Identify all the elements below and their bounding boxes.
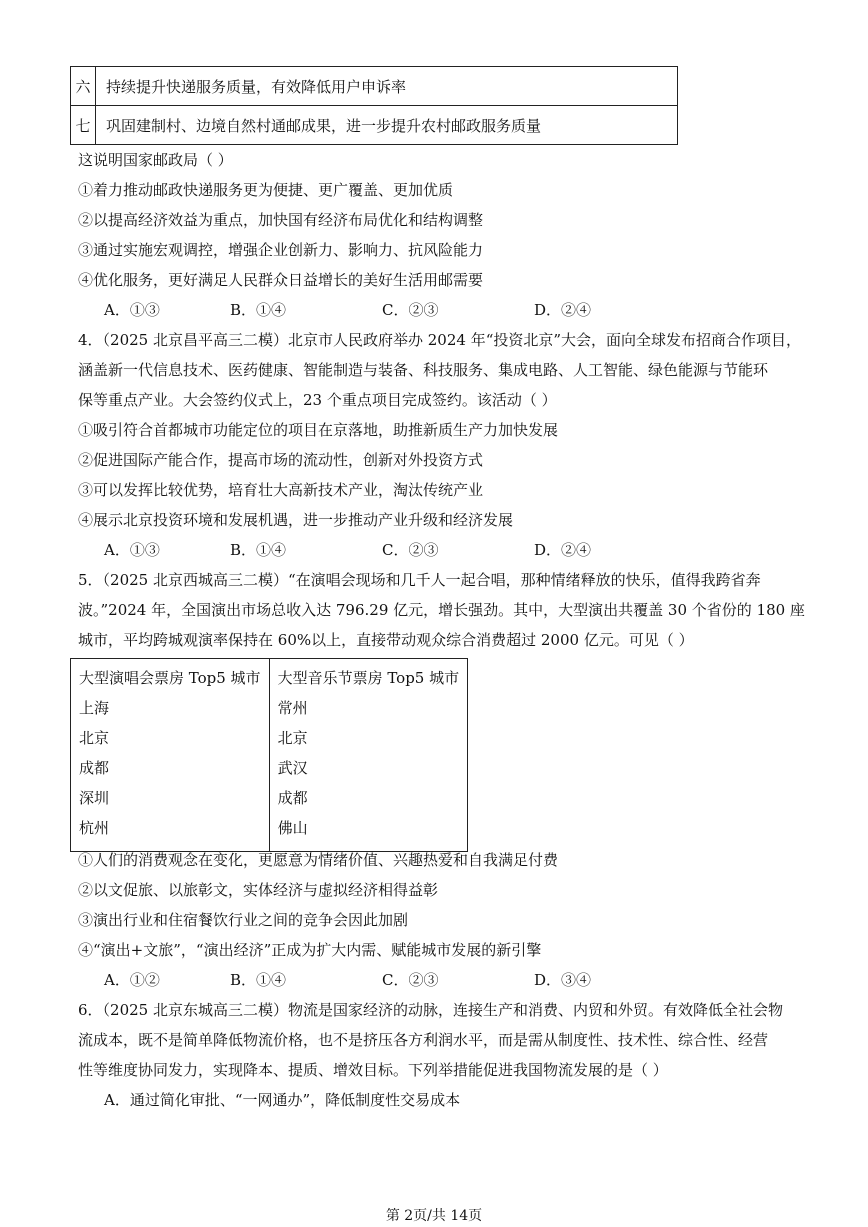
q3-option-4: ④优化服务，更好满足人民群众日益增长的美好生活用邮需要 (78, 271, 484, 289)
q6-stem-line-3: 性等维度协同发力，实现降本、提质、增效目标。下列举措能促进我国物流发展的是（ ） (78, 1061, 668, 1079)
row-text: 巩固建制村、边境自然村通邮成果，进一步提升农村邮政服务质量 (96, 106, 678, 145)
q4-stem-line-2: 涵盖新一代信息技术、医药健康、智能制造与装备、科技服务、集成电路、人工智能、绿色能源与节能环 (78, 361, 769, 379)
policy-table (70, 66, 678, 145)
q5-choice-d[interactable]: D．③④ (534, 971, 592, 989)
city-box-office-table (70, 658, 468, 852)
q5-choice-c[interactable]: C．②③ (382, 971, 439, 989)
q4-option-3: ③可以发挥比较优势，培育壮大高新技术产业，淘汰传统产业 (78, 481, 484, 499)
q3-choice-c[interactable]: C．②③ (382, 301, 439, 319)
festival-city: 成都 (277, 789, 308, 807)
concert-column (71, 659, 270, 852)
q5-option-3: ③演出行业和住宿餐饮行业之间的竞争会因此加剧 (78, 911, 409, 929)
row-number: 六 (71, 67, 96, 106)
q3-stem: 这说明国家邮政局（ ） (78, 151, 233, 169)
q6-stem-line-1: 6．（2025 北京东城高三二模）物流是国家经济的动脉，连接生产和消费、内贸和外贸。有效降低全社会物 (78, 1001, 783, 1019)
q4-choice-b[interactable]: B．①④ (230, 541, 287, 559)
q5-choice-a[interactable]: A．①② (104, 971, 160, 989)
festival-city: 武汉 (277, 759, 308, 777)
table-row (71, 67, 678, 106)
q3-choice-d[interactable]: D．②④ (534, 301, 592, 319)
q3-choice-b[interactable]: B．①④ (230, 301, 287, 319)
q4-option-2: ②促进国际产能合作，提高市场的流动性，创新对外投资方式 (78, 451, 484, 469)
festival-city: 常州 (277, 699, 308, 717)
q4-choice-d[interactable]: D．②④ (534, 541, 592, 559)
concert-header: 大型演唱会票房 Top5 城市 (79, 669, 261, 687)
table-row (71, 659, 468, 852)
q4-stem-line-3: 保等重点产业。大会签约仪式上，23 个重点项目完成签约。该活动（ ） (78, 391, 557, 409)
q5-option-4: ④“演出+文旅”，“演出经济”正成为扩大内需、赋能城市发展的新引擎 (78, 941, 542, 959)
concert-city: 北京 (79, 729, 110, 747)
q5-stem-line-1: 5．（2025 北京西城高三二模）“在演唱会现场和几千人一起合唱，那种情绪释放的快乐，值得我跨省奔 (78, 571, 761, 589)
q4-option-4: ④展示北京投资环境和发展机遇，进一步推动产业升级和经济发展 (78, 511, 514, 529)
q5-choice-b[interactable]: B．①④ (230, 971, 287, 989)
festival-column (269, 659, 468, 852)
festival-header: 大型音乐节票房 Top5 城市 (277, 669, 460, 687)
q5-stem-line-2: 波。”2024 年，全国演出市场总收入达 796.29 亿元，增长强劲。其中，大型演出共覆盖 30 个省份的 180 座 (78, 601, 805, 619)
festival-city: 北京 (277, 729, 308, 747)
q5-stem-line-3: 城市，平均跨城观演率保持在 60%以上，直接带动观众综合消费超过 2000 亿元。可见（ ） (78, 631, 694, 649)
concert-city: 成都 (79, 759, 110, 777)
q3-option-1: ①着力推动邮政快递服务更为便捷、更广覆盖、更加优质 (78, 181, 454, 199)
page-number: 第 2页/共 14页 (385, 1208, 483, 1224)
q3-option-2: ②以提高经济效益为重点，加快国有经济布局优化和结构调整 (78, 211, 484, 229)
row-text: 持续提升快递服务质量，有效降低用户申诉率 (96, 67, 678, 106)
q3-option-3: ③通过实施宏观调控，增强企业创新力、影响力、抗风险能力 (78, 241, 484, 259)
concert-city: 杭州 (79, 819, 110, 837)
q4-choice-a[interactable]: A．①③ (104, 541, 160, 559)
q5-option-2: ②以文促旅、以旅彰文，实体经济与虚拟经济相得益彰 (78, 881, 439, 899)
q5-option-1: ①人们的消费观念在变化，更愿意为情绪价值、兴趣热爱和自我满足付费 (78, 851, 559, 869)
q6-stem-line-2: 流成本，既不是简单降低物流价格，也不是挤压各方利润水平，而是需从制度性、技术性、综合性、经营 (78, 1031, 769, 1049)
q6-choice-a[interactable]: A．通过简化审批、“一网通办”，降低制度性交易成本 (104, 1091, 461, 1109)
q4-choice-c[interactable]: C．②③ (382, 541, 439, 559)
festival-city: 佛山 (277, 819, 308, 837)
q4-option-1: ①吸引符合首都城市功能定位的项目在京落地，助推新质生产力加快发展 (78, 421, 559, 439)
concert-city: 深圳 (79, 789, 110, 807)
q3-choice-a[interactable]: A．①③ (104, 301, 160, 319)
q4-stem-line-1: 4．（2025 北京昌平高三二模）北京市人民政府举办 2024 年“投资北京”大会，面向全球发布招商合作项目， (78, 331, 802, 349)
table-row (71, 106, 678, 145)
concert-city: 上海 (79, 699, 110, 717)
row-number: 七 (71, 106, 96, 145)
